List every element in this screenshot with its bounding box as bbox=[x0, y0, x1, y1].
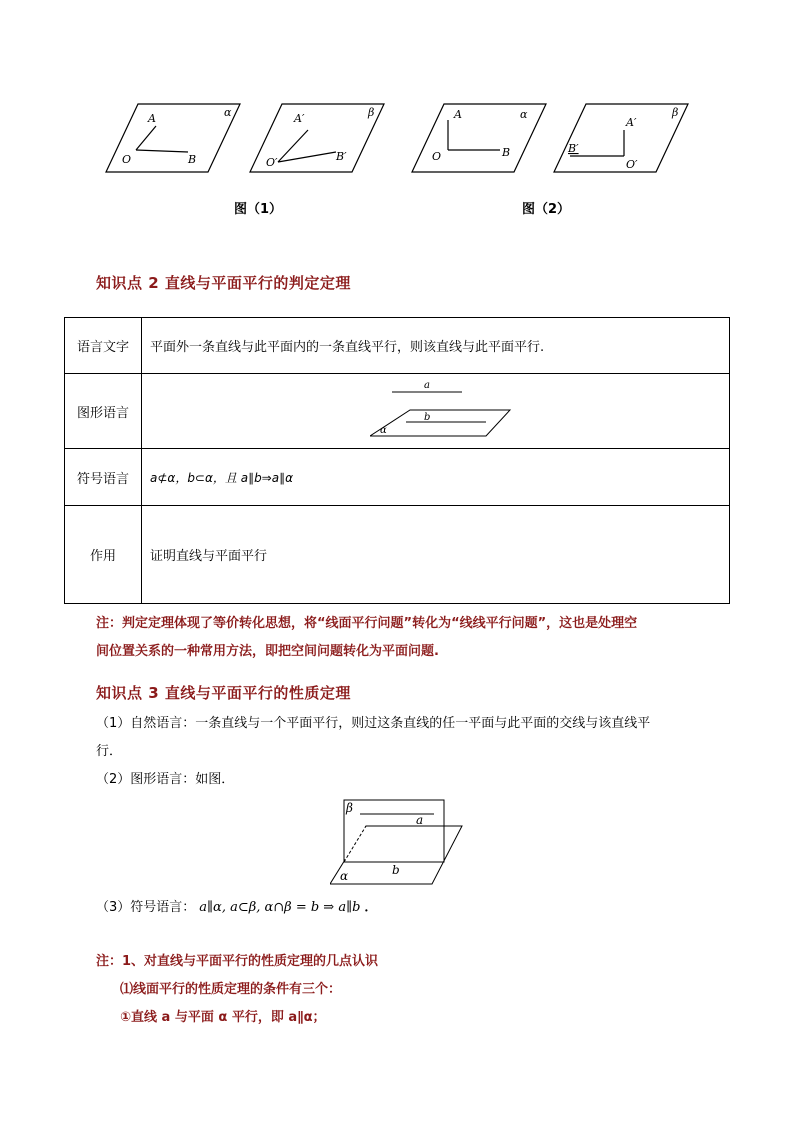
item-2: （2）图形语言：如图． bbox=[96, 772, 235, 787]
note-line-2: 间位置关系的一种常用方法，即把空间问题转化为平面问题. bbox=[96, 644, 439, 659]
label-alpha: α bbox=[520, 108, 528, 121]
row-content: 平面外一条直线与此平面内的一条直线平行，则该直线与此平面平行. bbox=[142, 318, 730, 374]
label-a: a bbox=[416, 813, 424, 827]
table-row bbox=[65, 506, 730, 604]
note-1-sub: ⑴线面平行的性质定理的条件有三个： bbox=[120, 982, 342, 997]
label-beta: β bbox=[368, 106, 375, 119]
label-alpha: α bbox=[340, 869, 349, 883]
note-1-item: ①直线 a 与平面 α 平行，即 a∥α； bbox=[120, 1010, 326, 1025]
table-row bbox=[65, 449, 730, 506]
row-content: 证明直线与平面平行 bbox=[142, 506, 730, 604]
item-3-prefix: （3）符号语言： bbox=[96, 900, 196, 915]
item-3-formula: a∥α, a⊂β, α∩β = b ⇒ a∥b bbox=[199, 900, 361, 915]
label-B-prime: B′ bbox=[568, 142, 579, 155]
item-3-suffix: ． bbox=[364, 900, 378, 915]
label-B: B bbox=[502, 146, 511, 159]
label-O-prime: O′ bbox=[266, 156, 278, 169]
note-line-1: 注：判定定理体现了等价转化思想，将“线面平行问题”转化为“线线平行问题”，这也是处理空 bbox=[96, 616, 638, 631]
item-1-line-1: （1）自然语言：一条直线与一个平面平行，则过这条直线的任一平面与此平面的交线与该直线平 bbox=[96, 716, 651, 731]
label-beta: β bbox=[346, 801, 353, 815]
label-A-prime: A′ bbox=[626, 116, 637, 129]
section-2-heading: 知识点 2 直线与平面平行的判定定理 bbox=[96, 274, 351, 292]
note-1-title: 注：1、对直线与平面平行的性质定理的几点认识 bbox=[96, 954, 379, 969]
figure-1-left bbox=[100, 100, 242, 175]
label-B-prime: B′ bbox=[336, 150, 347, 163]
label-a: a bbox=[424, 380, 430, 391]
theorem-table bbox=[64, 317, 730, 604]
figure-2-left bbox=[406, 100, 548, 175]
label-b: b bbox=[424, 412, 431, 423]
item-1-line-2: 行． bbox=[96, 744, 123, 759]
label-O: O bbox=[122, 153, 132, 166]
row-label: 作用 bbox=[65, 506, 142, 604]
figure-2-right bbox=[548, 100, 690, 175]
label-alpha: α bbox=[224, 106, 232, 119]
label-A: A bbox=[148, 112, 156, 125]
row-label: 图形语言 bbox=[65, 374, 142, 449]
figure-2-caption: 图（2） bbox=[522, 202, 571, 217]
label-O-prime: O′ bbox=[626, 158, 638, 171]
section-3-heading: 知识点 3 直线与平面平行的性质定理 bbox=[96, 684, 351, 702]
row-label: 符号语言 bbox=[65, 449, 142, 506]
label-b: b bbox=[392, 863, 400, 877]
label-B: B bbox=[188, 153, 197, 166]
label-A-prime: A′ bbox=[294, 112, 305, 125]
row-figure-cell bbox=[142, 374, 730, 449]
label-O: O bbox=[432, 150, 442, 163]
figure-1-right bbox=[244, 100, 386, 175]
label-A: A bbox=[454, 108, 462, 121]
item-3 bbox=[96, 896, 377, 920]
figure-1-caption: 图（1） bbox=[234, 202, 283, 217]
label-beta: β bbox=[672, 106, 679, 119]
row-content: a⊄α，b⊂α，且 a∥b⇒a∥α bbox=[142, 449, 730, 506]
parallel-line-plane-figure bbox=[370, 378, 520, 442]
intersecting-planes-figure bbox=[330, 796, 466, 890]
label-alpha: α bbox=[380, 425, 387, 436]
row-label: 语言文字 bbox=[65, 318, 142, 374]
table-row bbox=[65, 318, 730, 374]
table-row bbox=[65, 374, 730, 449]
